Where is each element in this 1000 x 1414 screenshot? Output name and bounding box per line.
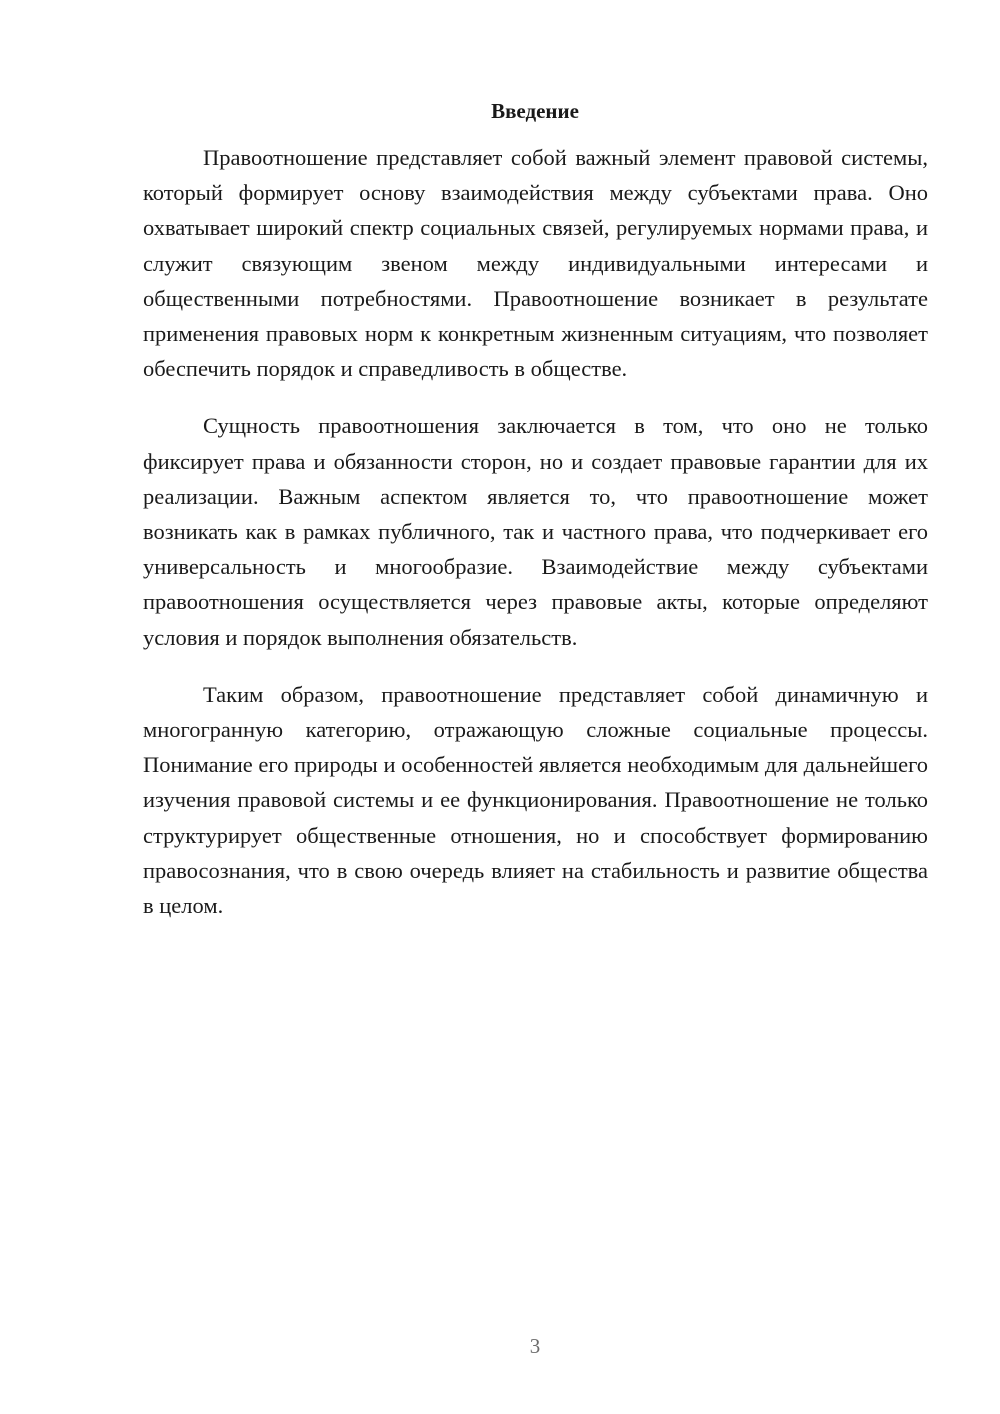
paragraph-2: Сущность правоотношения заключается в том, что оно не только фиксирует права и обязанности сторон, но и создает правовые гарантии для их реализации. Важным аспектом является то, что правоотношение может возникать как в рамках публичного, так и частного права, что подчеркивает его универсальность и многообразие. Взаимодействие между субъектами правоотношения осуществляется через правовые акты, которые определяют условия и порядок выполнения обязательств. [143, 413, 928, 650]
paragraph-3: Таким образом, правоотношение представляет собой динамичную и многогранную категорию, отражающую сложные социальные процессы. Понимание его природы и особенностей является необходимым для дальнейшего изучения правовой системы и ее функционирования. Правоотношение не только структурирует общественные отношения, но и способствует формированию правосознания, что в свою очередь влияет на стабильность и развитие общества в целом. [143, 681, 928, 919]
body-text [143, 140, 928, 945]
page-number: 3 [529, 1334, 541, 1358]
section-title: Введение [491, 99, 579, 123]
paragraph-1: Правоотношение представляет собой важный элемент правовой системы, который формирует основу взаимодействия между субъектами права. Оно охватывает широкий спектр социальных связей, регулируемых нормами права, и служит связующим звеном между индивидуальными интересами и общественными потребностями. Правоотношение возникает в результате применения правовых норм к конкретным жизненным ситуациям, что позволяет обеспечить порядок и справедливость в обществе. [143, 145, 928, 382]
